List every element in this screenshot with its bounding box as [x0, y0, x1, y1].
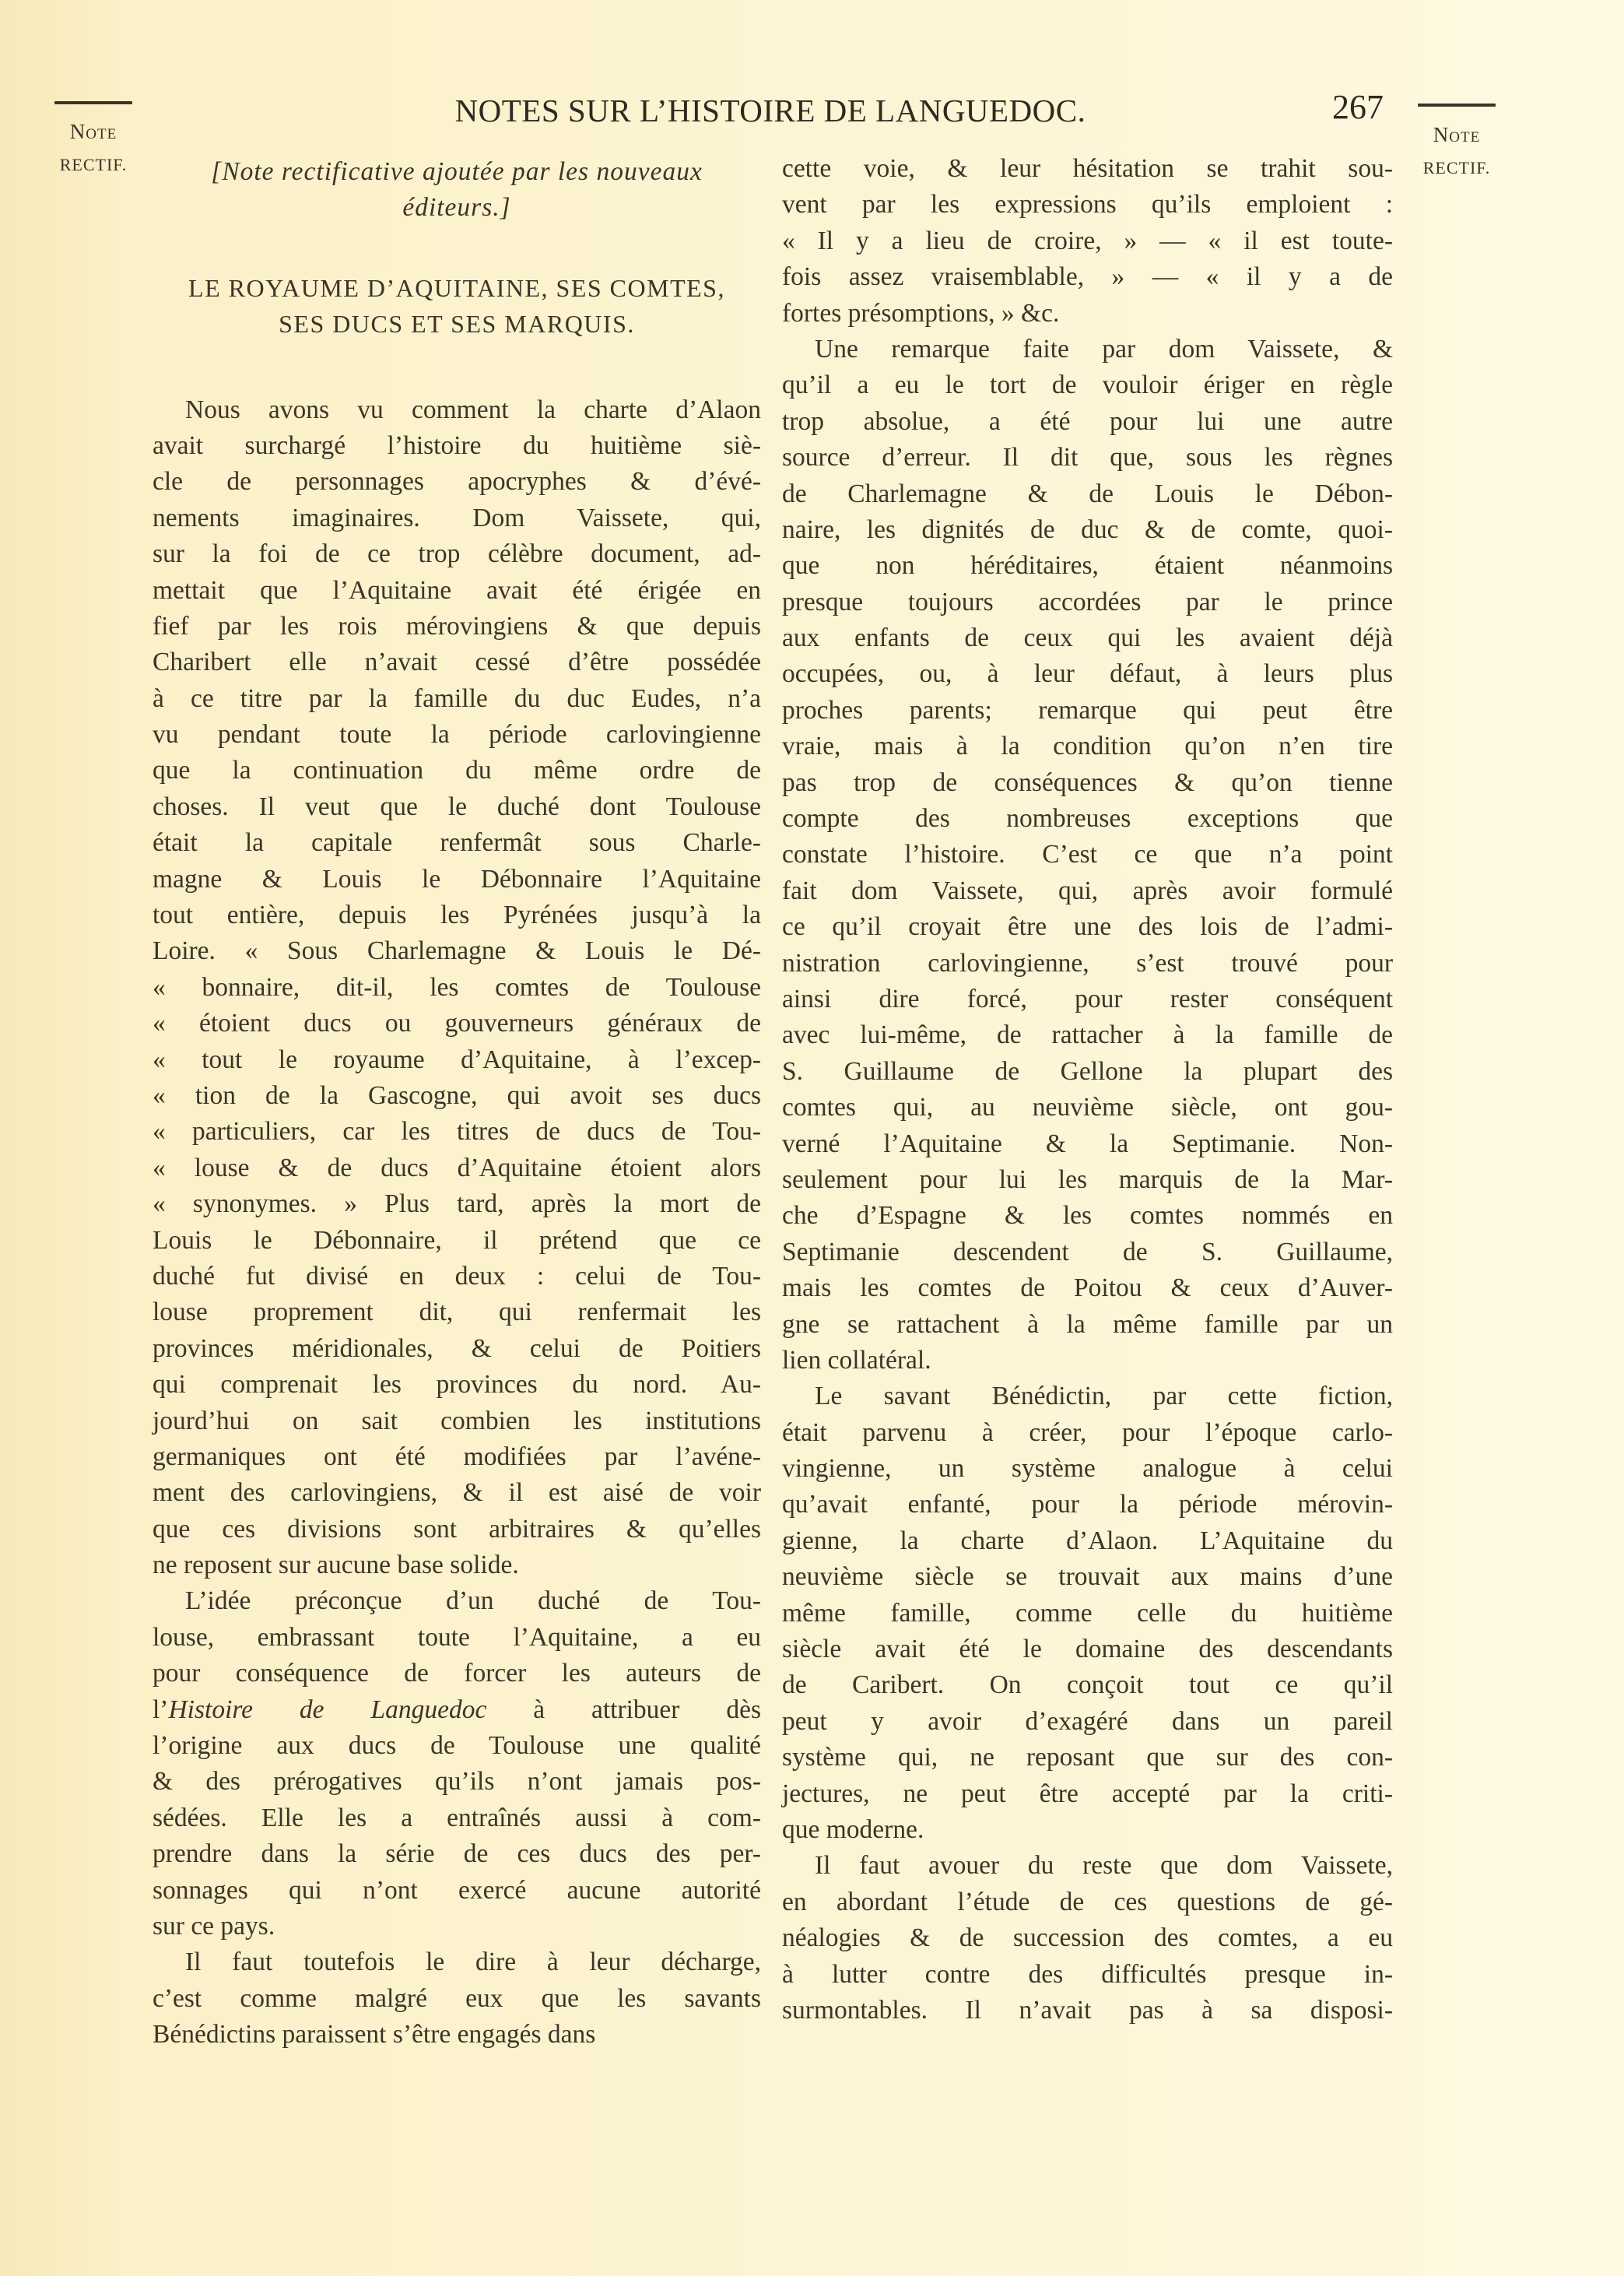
text-line: sédées. Elle les a entraînés aussi à com-: [153, 1803, 761, 1832]
paragraph: [153, 392, 761, 1584]
text-line: surmontables. Il n’avait pas à sa disposi-: [782, 1995, 1393, 2025]
text-line: jectures, ne peut être accepté par la criti-: [782, 1779, 1393, 1808]
text-line: Charibert elle n’avait cessé d’être possédée: [153, 648, 761, 677]
paragraph: [153, 1583, 761, 1944]
text-line: comtes qui, au neuvième siècle, ont gou-: [782, 1093, 1393, 1122]
text-line: neuvième siècle se trouvait aux mains d’une: [782, 1562, 1393, 1592]
text-line: vent par les expressions qu’ils emploient :: [782, 190, 1393, 220]
text-line: fait dom Vaissete, qui, après avoir formulé: [782, 876, 1393, 905]
text-line: source d’erreur. Il dit que, sous les règnes: [782, 443, 1393, 472]
text-line: magne & Louis le Débonnaire l’Aquitaine: [153, 864, 761, 894]
text-line: ne reposent sur aucune base solide.: [153, 1551, 519, 1580]
text-line: que moderne.: [782, 1814, 924, 1844]
text-line: nistration carlovingienne, s’est trouvé pour: [782, 948, 1393, 978]
right-column: [782, 151, 1393, 2028]
text-line: jourd’hui on sait combien les institutions: [153, 1406, 761, 1435]
left-column-body: [153, 392, 761, 2053]
text-line: trop absolue, a été pour lui une autre: [782, 406, 1393, 436]
text-line: qu’il a eu le tort de vouloir ériger en règle: [782, 371, 1393, 400]
text-line: L’idée préconçue d’un duché de Tou-: [185, 1586, 761, 1616]
text-line: système qui, ne reposant que sur des con-: [782, 1743, 1393, 1772]
text-line: Bénédictins paraissent s’être engagés dans: [153, 2020, 596, 2049]
text-line: choses. Il veut que le duché dont Toulouse: [153, 792, 761, 821]
text-line: vraie, mais à la condition qu’on n’en tire: [782, 732, 1393, 761]
text-line: Il faut toutefois le dire à leur décharge,: [185, 1948, 761, 1977]
section-title-line: SES DUCS ET SES MARQUIS.: [279, 310, 635, 339]
text-line: mais les comtes de Poitou & ceux d’Auver-: [782, 1273, 1393, 1303]
text-line: & des prérogatives qu’ils n’ont jamais pos-: [153, 1767, 761, 1797]
text-line: cle de personnages apocryphes & d’évé-: [153, 467, 761, 497]
text-line: occupées, ou, à leur défaut, à leurs plus: [782, 659, 1393, 689]
left-column: [153, 154, 761, 2053]
text-line: louse, embrassant toute l’Aquitaine, a eu: [153, 1622, 761, 1652]
text-line: « Il y a lieu de croire, » — « il est toute-: [782, 226, 1393, 255]
text-line: vingienne, un système analogue à celui: [782, 1454, 1393, 1484]
margin-note-right: [1408, 125, 1505, 177]
text-line: siècle avait été le domaine des descendants: [782, 1635, 1393, 1664]
margin-rule-right: [1418, 104, 1496, 107]
paragraph: [782, 332, 1393, 1379]
text-line: c’est comme malgré eux que les savants: [153, 1983, 761, 2013]
text-line: Le savant Bénédictin, par cette fiction,: [815, 1382, 1393, 1411]
text-line: tout entière, depuis les Pyrénées jusqu’à la: [153, 901, 761, 930]
section-title-line: LE ROYAUME D’AQUITAINE, SES COMTES,: [188, 273, 725, 302]
editor-note-line: [Note rectificative ajoutée par les nouveaux: [211, 157, 703, 186]
text-line: « tion de la Gascogne, qui avoit ses ducs: [153, 1080, 761, 1110]
text-line: que la continuation du même ordre de: [153, 756, 761, 785]
text-line: ment des carlovingiens, & il est aisé de voir: [153, 1478, 761, 1508]
text-line: à ce titre par la famille du duc Eudes, n’a: [153, 683, 761, 713]
text-line: « synonymes. » Plus tard, après la mort de: [153, 1189, 761, 1219]
text-line: Nous avons vu comment la charte d’Alaon: [185, 395, 761, 424]
text-line: Une remarque faite par dom Vaissete, &: [815, 334, 1393, 364]
text-line: que ces divisions sont arbitraires & qu’elles: [153, 1514, 761, 1544]
text-line: Il faut avouer du reste que dom Vaissete,: [815, 1851, 1393, 1881]
text-line: constate l’histoire. C’est ce que n’a point: [782, 840, 1393, 869]
margin-note-left-line1: Note: [69, 120, 118, 143]
text-line: même famille, comme celle du huitième: [782, 1598, 1393, 1628]
text-line: che d’Espagne & les comtes nommés en: [782, 1201, 1393, 1231]
margin-note-left: [45, 121, 142, 174]
text-line: duché fut divisé en deux : celui de Tou-: [153, 1261, 761, 1291]
text-line: peut y avoir d’exagéré dans un pareil: [782, 1706, 1393, 1736]
text-line: que non héréditaires, étaient néanmoins: [782, 551, 1393, 581]
text-line: sur la foi de ce trop célèbre document, ad-: [153, 539, 761, 569]
book-title-italic: Histoire de Languedoc: [168, 1695, 487, 1724]
editor-note-line: éditeurs.]: [402, 193, 511, 223]
text-line: mettait que l’Aquitaine avait été érigée en: [153, 575, 761, 605]
text-line: de Charlemagne & de Louis le Débon-: [782, 479, 1393, 508]
text-line: proches parents; remarque qui peut être: [782, 695, 1393, 725]
text-line: verné l’Aquitaine & la Septimanie. Non-: [782, 1129, 1393, 1158]
text-line: fois assez vraisemblable, » — « il y a de: [782, 262, 1393, 292]
text-line: « louse & de ducs d’Aquitaine étoient alors: [153, 1153, 761, 1182]
paragraph: [782, 151, 1393, 332]
text-line: « tout le royaume d’Aquitaine, à l’excep-: [153, 1045, 761, 1074]
text-line: était la capitale renfermât sous Charle-: [153, 828, 761, 858]
text-line: louse proprement dit, qui renfermait les: [153, 1298, 761, 1327]
right-column-body: [782, 151, 1393, 2028]
margin-note-left-line2: RECTIF.: [59, 155, 128, 174]
running-head-title: NOTES SUR L’HISTOIRE DE LANGUEDOC.: [454, 93, 1086, 128]
text-line: naire, les dignités de duc & de comte, quoi-: [782, 515, 1393, 544]
text-line: « étoient ducs ou gouverneurs généraux de: [153, 1009, 761, 1038]
margin-note-right-line1: Note: [1433, 123, 1481, 146]
text-line: aux enfants de ceux qui les avaient déjà: [782, 623, 1393, 653]
paragraph: [153, 1944, 761, 2053]
text-line: Septimanie descendent de S. Guillaume,: [782, 1237, 1393, 1266]
text-line: gne se rattachent à la même famille par un: [782, 1309, 1393, 1339]
text-line: avait surchargé l’histoire du huitième siè-: [153, 430, 761, 460]
text-line: prendre dans la série de ces ducs des per-: [153, 1839, 761, 1869]
text-line: germaniques ont été modifiées par l’avéne-: [153, 1442, 761, 1471]
text-line: provinces méridionales, & celui de Poitiers: [153, 1333, 761, 1363]
section-title: [153, 270, 761, 342]
text-line: cette voie, & leur hésitation se trahit sou-: [782, 154, 1393, 183]
text-line: lien collatéral.: [782, 1345, 931, 1375]
text-line: qui comprenait les provinces du nord. Au-: [153, 1370, 761, 1400]
text-line: Louis le Débonnaire, il prétend que ce: [153, 1225, 761, 1255]
page-number: 267: [1332, 88, 1384, 126]
text-line: néalogies & de succession des comtes, a eu: [782, 1923, 1393, 1953]
text-line: pour conséquence de forcer les auteurs de: [153, 1659, 761, 1688]
text-line: ainsi dire forcé, pour rester conséquent: [782, 984, 1393, 1013]
text-line: était parvenu à créer, pour l’époque carlo-: [782, 1417, 1393, 1447]
text-line: qu’avait enfanté, pour la période mérovin-: [782, 1490, 1393, 1519]
text-line: presque toujours accordées par le prince: [782, 587, 1393, 616]
text-line: Loire. « Sous Charlemagne & Louis le Dé-: [153, 936, 761, 966]
text-line: « particuliers, car les titres de ducs de Tou-: [153, 1117, 761, 1147]
text-line: avec lui-même, de rattacher à la famille de: [782, 1020, 1393, 1050]
text-line: vu pendant toute la période carlovingienne: [153, 720, 761, 750]
text-line: nements imaginaires. Dom Vaissete, qui,: [153, 503, 761, 532]
text-line: « bonnaire, dit-il, les comtes de Toulouse: [153, 972, 761, 1002]
margin-note-right-line2: RECTIF.: [1422, 158, 1491, 177]
text-line: fief par les rois mérovingiens & que depuis: [153, 611, 761, 641]
text-line: fortes présomptions, » &c.: [782, 298, 1060, 328]
text-line: seulement pour lui les marquis de la Mar-: [782, 1164, 1393, 1194]
text-line: compte des nombreuses exceptions que: [782, 804, 1393, 834]
paragraph: [782, 1848, 1393, 2028]
editor-note: [153, 154, 761, 227]
text-line: sur ce pays.: [153, 1911, 275, 1941]
text-line: S. Guillaume de Gellone la plupart des: [782, 1056, 1393, 1086]
text-line: ce qu’il croyait être une des lois de l’admi-: [782, 912, 1393, 942]
text-line: pas trop de conséquences & qu’on tienne: [782, 767, 1393, 797]
text-line: l’origine aux ducs de Toulouse une qualité: [153, 1731, 761, 1761]
text-line: sonnages qui n’ont exercé aucune autorité: [153, 1875, 761, 1905]
text-line: gienne, la charte d’Alaon. L’Aquitaine du: [782, 1526, 1393, 1555]
paragraph: [782, 1379, 1393, 1848]
text-line: l’Histoire de Languedoc à attribuer dès: [153, 1695, 761, 1724]
text-line: de Caribert. On conçoit tout ce qu’il: [782, 1670, 1393, 1700]
text-line: en abordant l’étude de ces questions de gé-: [782, 1887, 1393, 1916]
margin-rule-left: [54, 101, 132, 104]
text-line: à lutter contre des difficultés presque in-: [782, 1959, 1393, 1989]
